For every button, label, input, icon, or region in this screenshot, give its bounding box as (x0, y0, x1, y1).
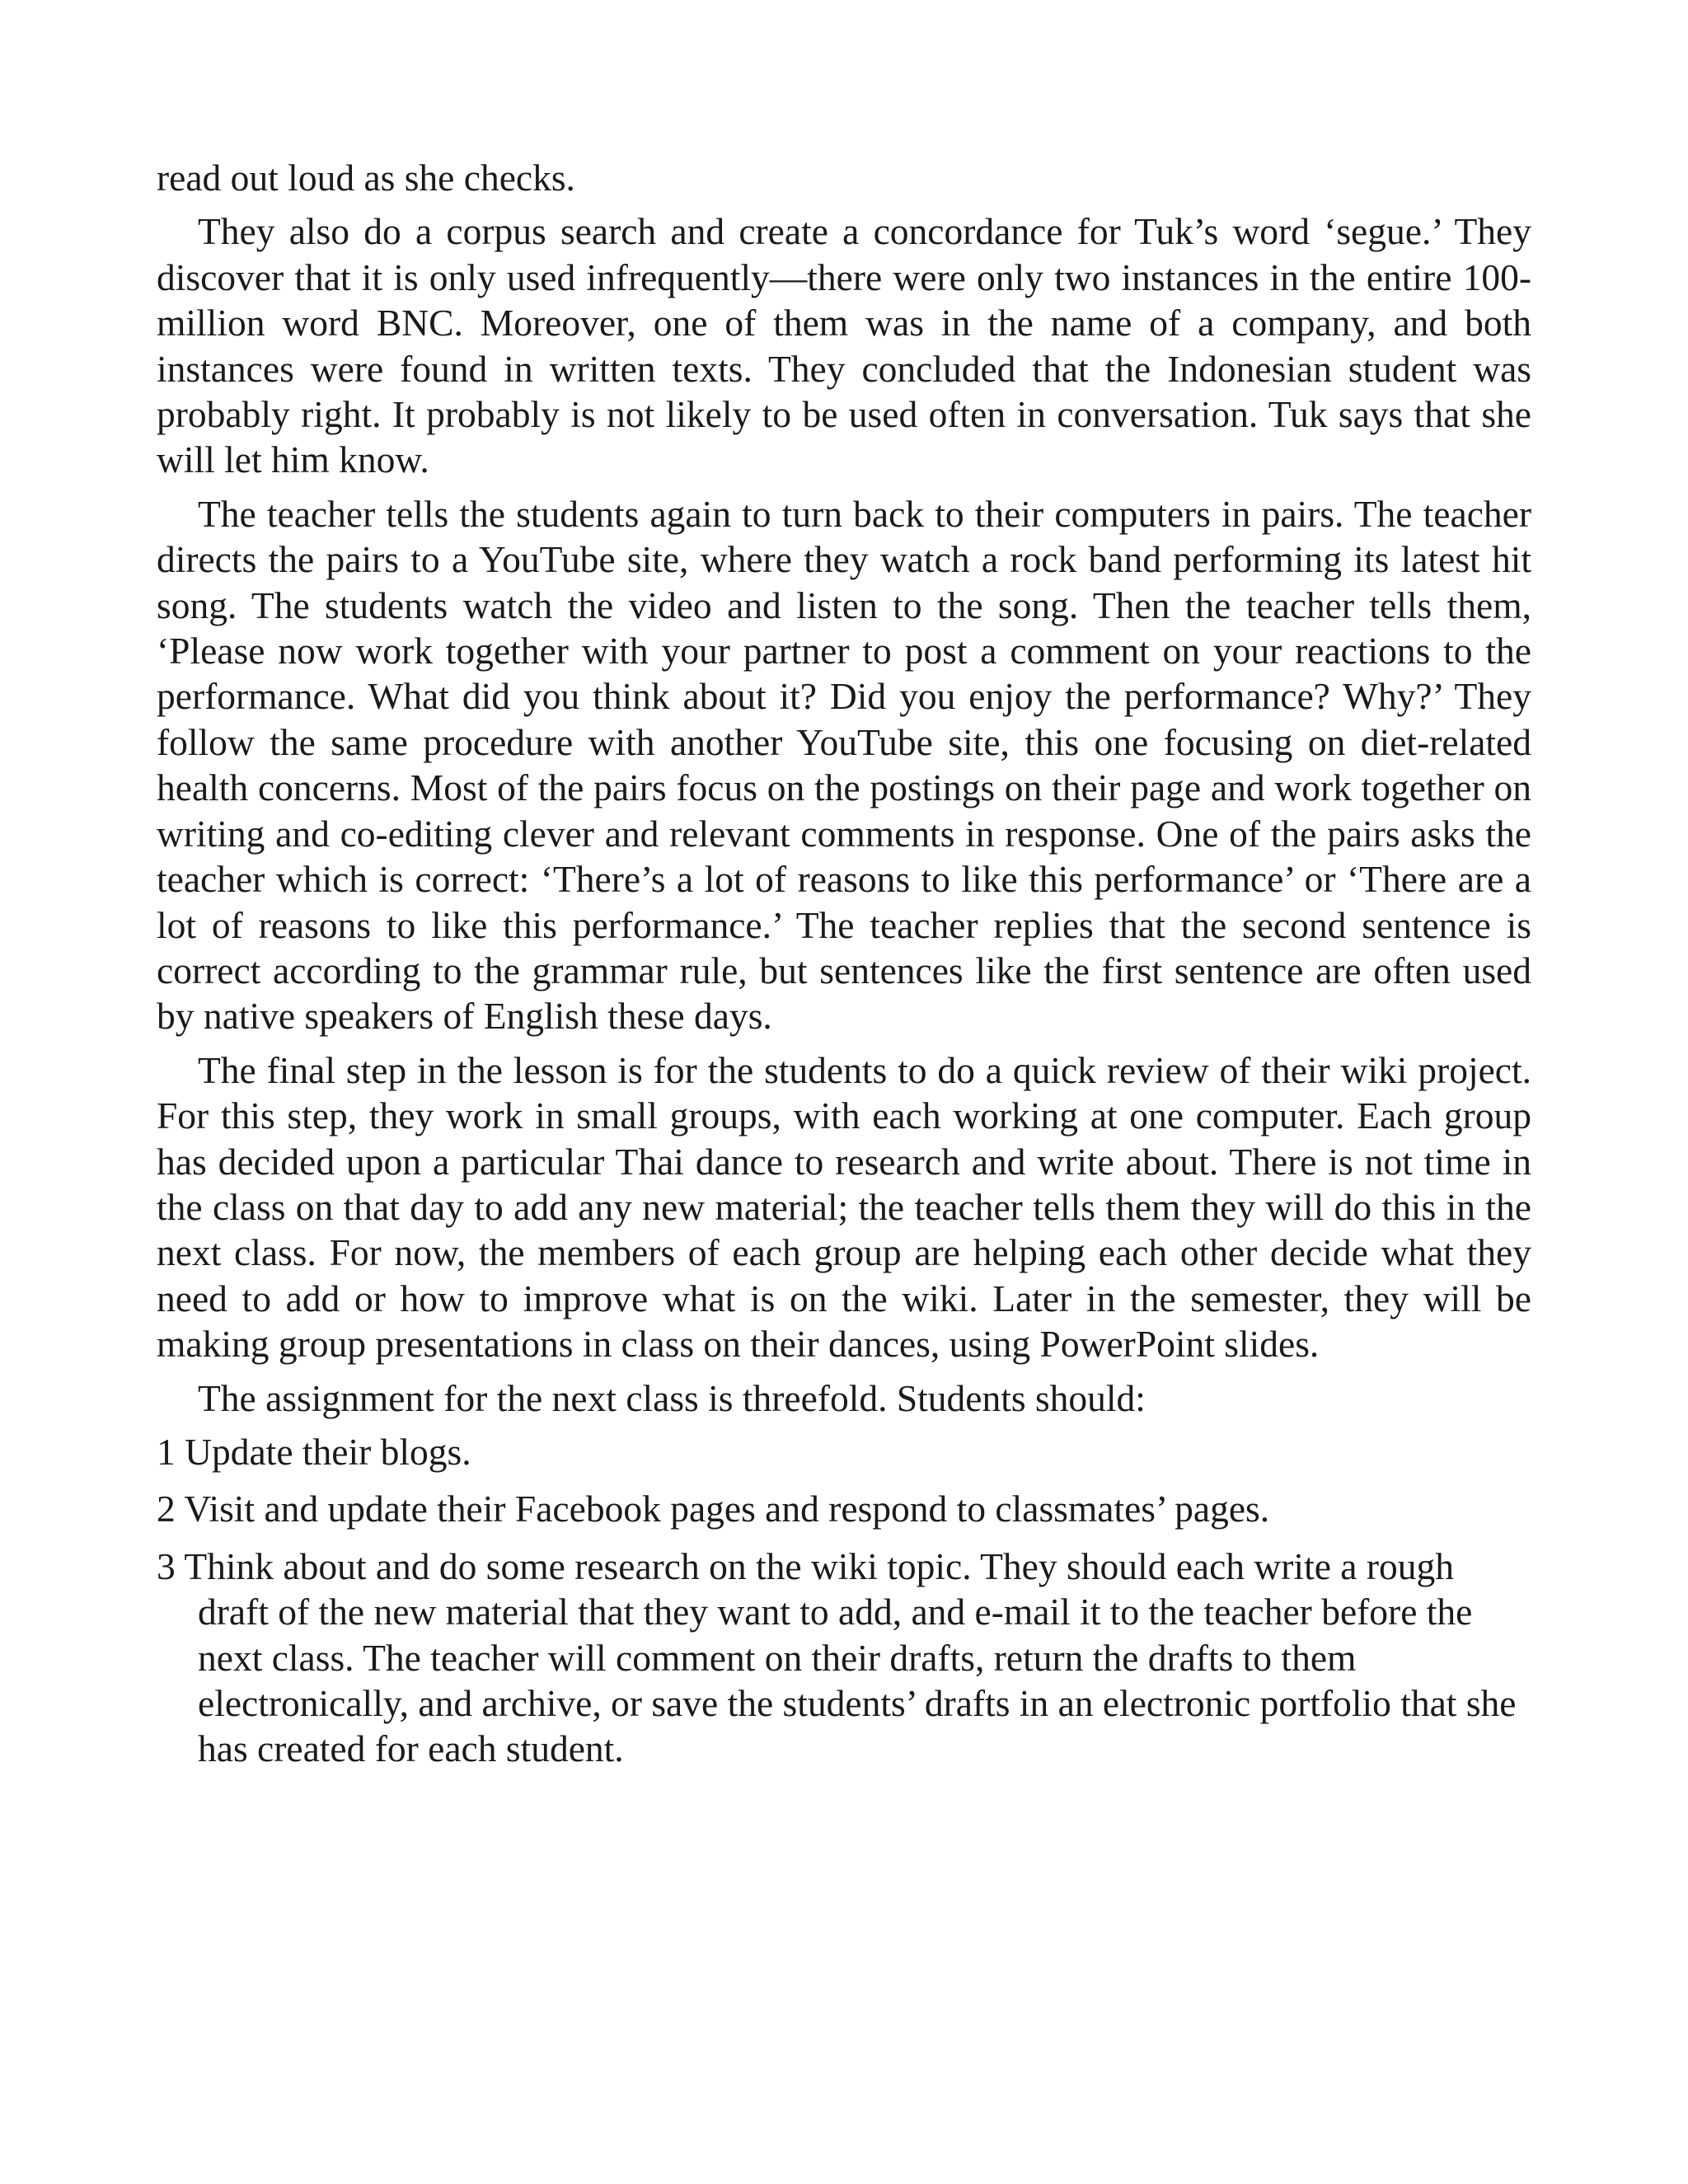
assignment-list (157, 1429, 1531, 1772)
list-item-number: 1 (157, 1430, 176, 1473)
list-item (157, 1544, 1531, 1772)
paragraph-corpus-search: They also do a corpus search and create a concordance for Tuk’s word ‘segue.’ They discover that it is only used infrequently—there were only two instances in the entire 100-million word BNC. Moreover, one of them was in the name of a company, and both instances were found in written texts. They concluded that the Indonesian student was probably right. It probably is not likely to be used often in conversation. Tuk says that she will let him know. (157, 210, 1531, 481)
paragraph-assignment-intro: The assignment for the next class is threefold. Students should: (198, 1376, 1146, 1419)
paragraph-wiki-review: The final step in the lesson is for the students to do a quick review of their wiki project. For this step, they work in small groups, with each working at one computer. Each group has decided upon a particular Thai dance to research and write about. There is not time in the class on that day to add any new material; the teacher tells them they will do this in the next class. For now, the members of each group are helping each other decide what they need to add or how to improve what is on the wiki. Later in the semester, they will be making group presentations in class on their dances, using PowerPoint slides. (157, 1048, 1531, 1366)
list-item-text: Think about and do some research on the wiki topic. They should each write a rough draft of the new material that they want to add, and e-mail it to the teacher before the next class. The teacher will comment on their drafts, return the drafts to them electronically, and archive, or save the students’ drafts in an electronic portfolio that she has created for each student. (184, 1544, 1517, 1770)
paragraph-continuation: read out loud as she checks. (157, 157, 575, 199)
list-item-text: Visit and update their Facebook pages and respond to classmates’ pages. (184, 1488, 1270, 1530)
list-item (157, 1429, 1531, 1474)
list-item (157, 1486, 1531, 1531)
list-item-text: Update their blogs. (185, 1430, 471, 1473)
list-item-number: 3 (157, 1544, 176, 1587)
paragraph-youtube-activity: The teacher tells the students again to turn back to their computers in pairs. The teacher directs the pairs to a YouTube site, where they watch a rock band performing its latest hit song. The students watch the video and listen to the song. Then the teacher tells them, ‘Please now work together with your partner to post a comment on your reactions to the performance. What did you think about it? Did you enjoy the performance? Why?’ They follow the same procedure with another YouTube site, this one focusing on diet-related health concerns. Most of the pairs focus on the postings on their page and work together on writing and co-editing clever and relevant comments in response. One of the pairs asks the teacher which is correct: ‘There’s a lot of reasons to like this performance’ or ‘There are a lot of reasons to like this performance.’ The teacher replies that the second sentence is correct according to the grammar rule, but sentences like the first sentence are often used by native speakers of English these days. (157, 492, 1531, 1038)
list-item-number: 2 (157, 1488, 176, 1530)
document-page (157, 155, 1531, 1783)
